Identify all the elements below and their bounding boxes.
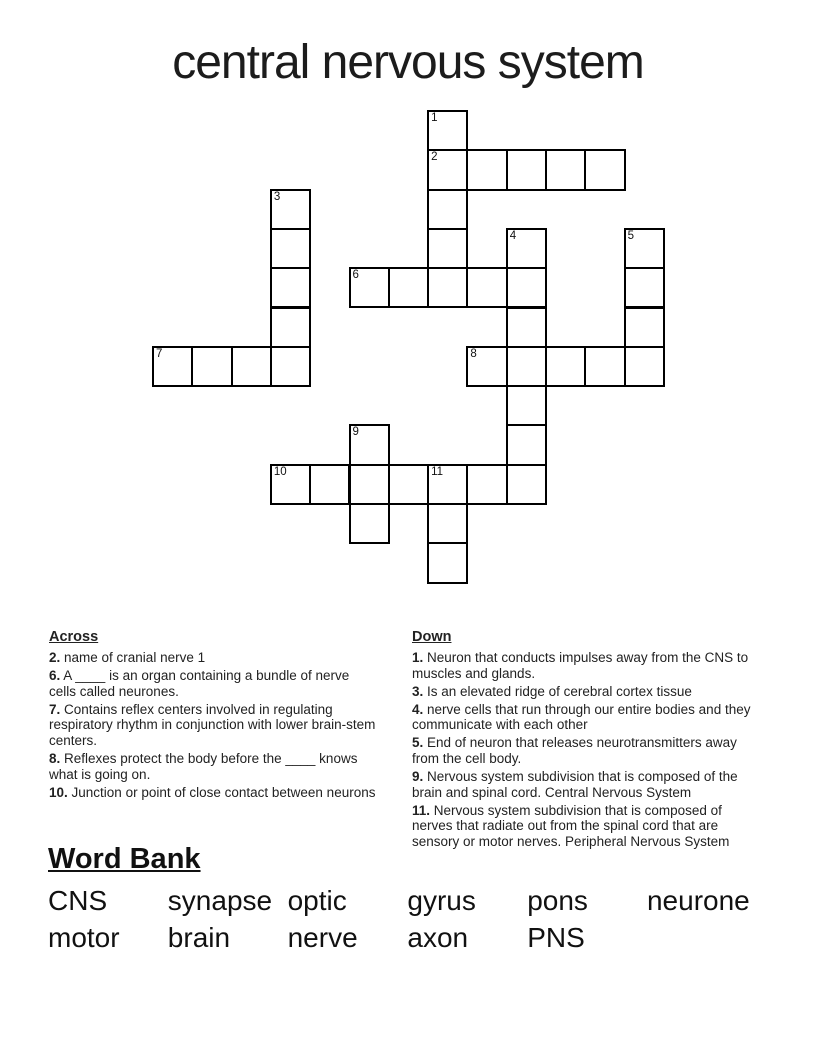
clue-number: 6. [49, 668, 61, 684]
grid-cell [584, 346, 625, 387]
word-bank-word: motor [48, 922, 120, 953]
word-bank-row [48, 919, 788, 956]
clue-number: 11. [412, 802, 431, 818]
grid-cell [466, 267, 507, 308]
grid-cell [427, 464, 468, 505]
grid-cell [349, 267, 390, 308]
clue-11: 11. Nervous system subdivision that is composed of nerves that radiate out from the spinal cord that are sensory or motor nerves. Peripheral Nervous System [412, 802, 730, 850]
grid-cell [506, 424, 547, 465]
word-bank-word: CNS [48, 885, 108, 916]
word-bank-word: optic [287, 885, 347, 916]
clue-number: 10. [49, 784, 68, 800]
cell-number: 9 [352, 426, 359, 439]
clue-5: 5. End of neuron that releases neurotransmitters away from the cell body. [412, 735, 737, 767]
cell-number: 1 [431, 112, 438, 124]
grid-cell [506, 149, 547, 190]
clue-1: 1. Neuron that conducts impulses away from the CNS to muscles and glands. [412, 650, 749, 681]
cell-number: 11 [431, 465, 444, 478]
clue-9: 9. Nervous system subdivision that is composed of the brain and spinal cord. Central Nervous System [412, 769, 738, 800]
grid-cell [191, 346, 232, 387]
cell-number: 3 [273, 190, 281, 203]
grid-cell [466, 149, 507, 190]
grid-cell [624, 346, 665, 387]
grid-cell [624, 307, 665, 348]
word-bank-heading: Word Bank [48, 843, 201, 875]
clue-number: 5. [412, 735, 424, 751]
word-bank-word: pons [527, 885, 588, 916]
grid-cell [506, 464, 547, 505]
cell-number: 4 [509, 229, 517, 242]
cell-number: 2 [431, 151, 438, 164]
grid-cell [584, 149, 625, 190]
across-clue-list [49, 650, 379, 800]
word-bank-word: synapse [167, 885, 273, 916]
clue-number: 7. [49, 701, 61, 717]
across-heading: Across [49, 629, 99, 645]
word-bank-word: PNS [527, 922, 585, 953]
clue-number: 9. [412, 769, 424, 785]
grid-cell [270, 464, 311, 505]
word-bank-row [48, 882, 788, 919]
clue-6: 6. A ____ is an organ containing a bundle of nerve cells called neurones. [49, 668, 350, 699]
word-bank-word: brain [167, 922, 231, 953]
grid-cell [270, 189, 311, 230]
word-bank-word: nerve [287, 922, 358, 953]
grid-cell [270, 346, 311, 387]
page-title: central nervous system [172, 36, 644, 89]
grid-cell [506, 307, 547, 348]
grid-cell [270, 228, 311, 269]
down-clues-section [412, 629, 764, 852]
grid-cell [545, 346, 586, 387]
grid-cell [545, 149, 586, 190]
grid-cell [309, 464, 350, 505]
grid-cell [506, 385, 547, 426]
grid-cell [427, 267, 468, 308]
word-bank-word: axon [407, 922, 469, 953]
grid-cell [349, 424, 390, 465]
clue-number: 8. [49, 751, 61, 767]
word-bank-word: gyrus [407, 885, 476, 916]
grid-cell [152, 346, 193, 387]
clue-number: 2. [49, 650, 61, 665]
word-bank-word: neurone [646, 885, 750, 916]
grid-cell [427, 503, 468, 544]
cell-number: 5 [627, 229, 634, 242]
grid-cell [466, 346, 507, 387]
cell-number: 7 [156, 347, 163, 360]
clue-4: 4. nerve cells that run through our entire bodies and they communicate with each other [412, 701, 751, 733]
clue-7: 7. Contains reflex centers involved in regulating respiratory rhythm in conjunction with lower brain-stem centers. [49, 701, 376, 748]
grid-cell [349, 464, 390, 505]
grid-cell [506, 267, 547, 308]
clue-number: 4. [412, 701, 424, 717]
clue-8: 8. Reflexes protect the body before the ____ knows what is going on. [49, 751, 358, 782]
grid-cell [427, 110, 468, 151]
grid-cell [506, 346, 547, 387]
grid-cell [388, 464, 429, 505]
down-clue-list [412, 650, 764, 850]
cell-number: 6 [352, 269, 359, 282]
clue-3: 3. Is an elevated ridge of cerebral cortex tissue [412, 683, 692, 699]
grid-cell [231, 346, 272, 387]
grid-cell [624, 228, 665, 269]
grid-cell [388, 267, 429, 308]
clue-2: 2. name of cranial nerve 1 [49, 650, 206, 665]
clue-number: 3. [412, 683, 424, 699]
grid-cell [270, 267, 311, 308]
crossword-grid [152, 110, 667, 586]
grid-cell [466, 464, 507, 505]
grid-cell [427, 228, 468, 269]
grid-cell [270, 307, 311, 348]
grid-cell [506, 228, 547, 269]
cell-number: 8 [470, 347, 477, 360]
word-bank [48, 882, 788, 956]
grid-cell [427, 189, 468, 230]
grid-cell [427, 149, 468, 190]
grid-cell [624, 267, 665, 308]
grid-cell [427, 542, 468, 583]
clue-10: 10. Junction or point of close contact between neurons [49, 784, 376, 800]
cell-number: 10 [273, 465, 287, 478]
grid-cell [349, 503, 390, 544]
clue-number: 1. [412, 650, 424, 665]
down-heading: Down [412, 629, 452, 645]
across-clues-section [49, 629, 379, 803]
